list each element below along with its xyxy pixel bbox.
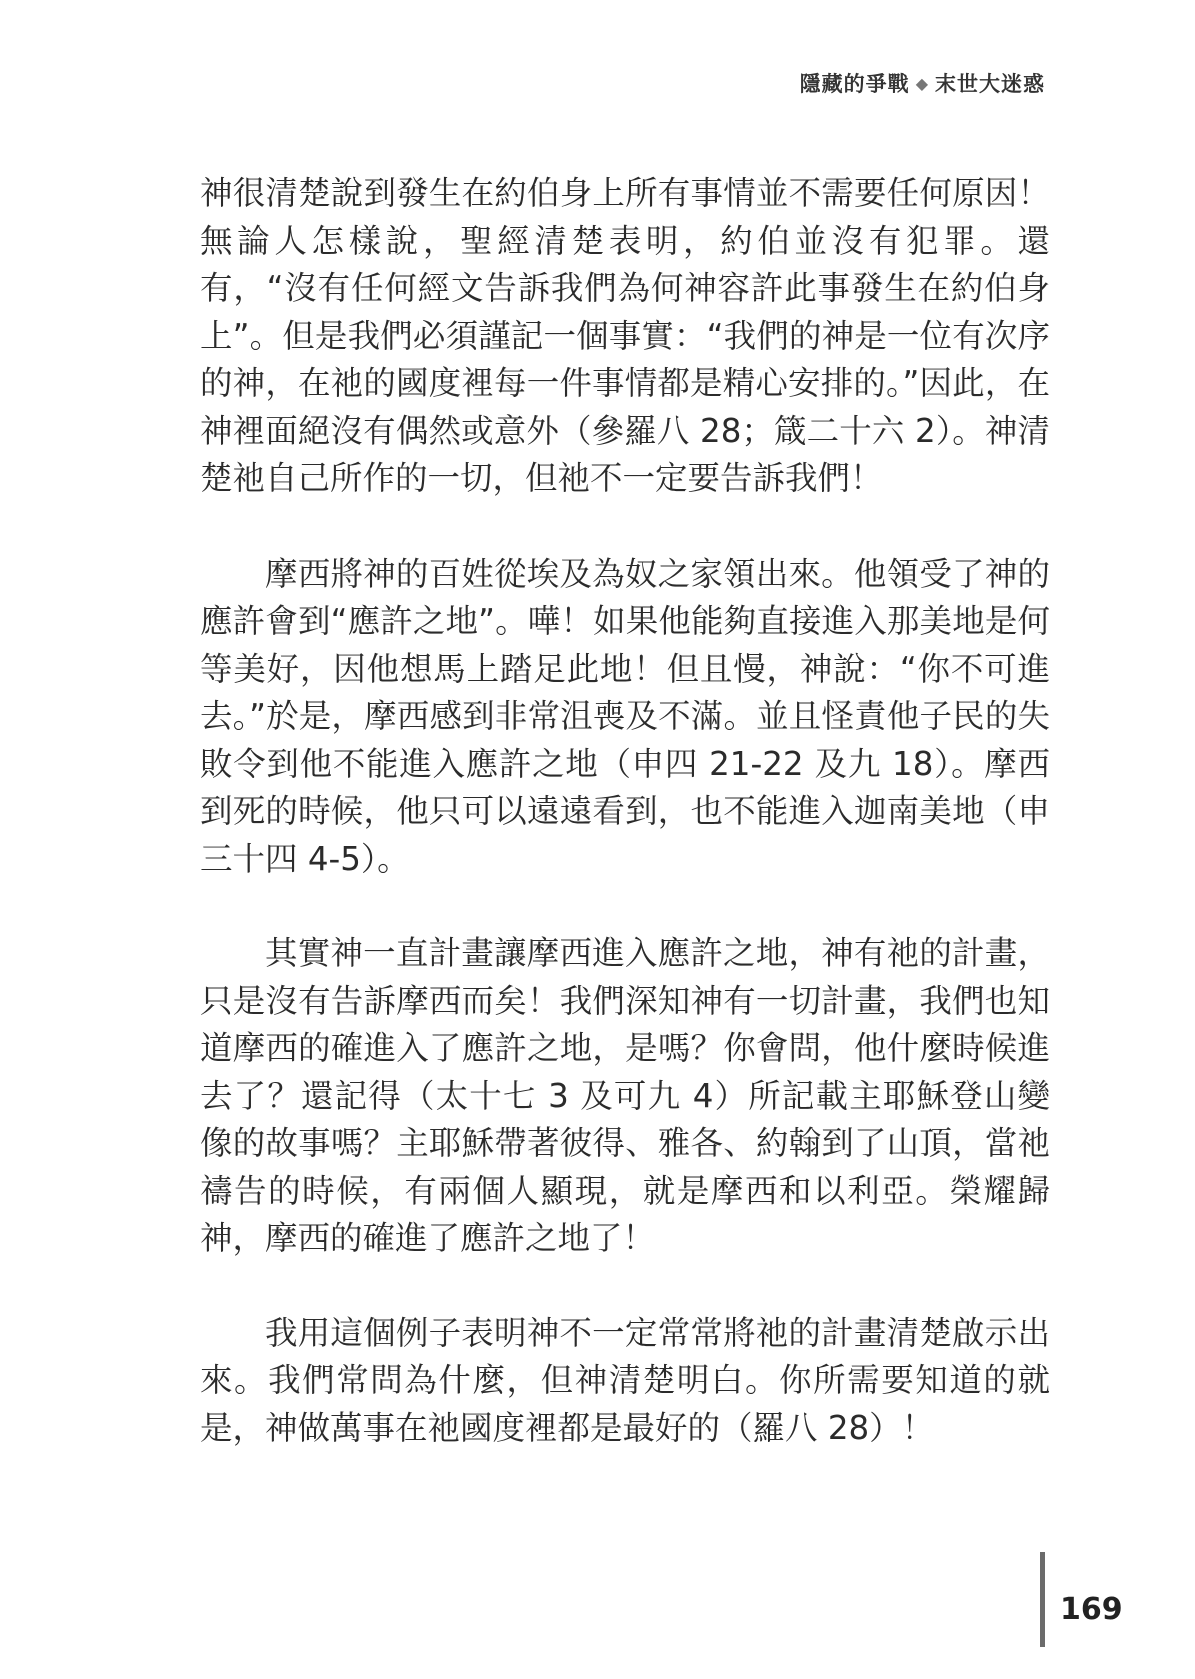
book-title: 隱藏的爭戰 bbox=[799, 72, 910, 96]
paragraph-4: 我用這個例子表明神不一定常常將祂的計畫清楚啟示出來。我們常問為什麼，但神清楚明白。你所需要知道的就是，神做萬事在祂國度裡都是最好的（羅八 28）！ bbox=[200, 1313, 1050, 1447]
folio-bar bbox=[1040, 1552, 1045, 1647]
paragraph-1: 神很清楚說到發生在約伯身上所有事情並不需要任何原因！無論人怎樣說，聖經清楚表明，約伯並沒有犯罪。還有，“沒有任何經文告訴我們為何神容許此事發生在約伯身上”。但是我們必須謹記一個事實：“我們的神是一位有次序的神，在祂的國度裡每一件事情都是精心安排的。”因此，在神裡面絕沒有偶然或意外（參羅八 28；箴二十六 2）。神清楚祂自己所作的一切，但祂不一定要告訴我們！ bbox=[200, 174, 1050, 497]
body-text bbox=[200, 170, 1050, 1452]
paragraph-3: 其實神一直計畫讓摩西進入應許之地，神有祂的計畫，只是沒有告訴摩西而矣！我們深知神有一切計畫，我們也知道摩西的確進入了應許之地，是嗎？你會問，他什麼時候進去了？還記得（太十七 3 及可九 4）所記載主耶穌登山變像的故事嗎？主耶穌帶著彼得、雅各、約翰到了山頂，當祂禱告的時候，有兩個人顯現，就是摩西和以利亞。榮耀歸神，摩西的確進了應許之地了！ bbox=[200, 934, 1050, 1257]
running-header bbox=[800, 68, 1045, 98]
paragraph-2: 摩西將神的百姓從埃及為奴之家領出來。他領受了神的應許會到“應許之地”。嘩！如果他能夠直接進入那美地是何等美好，因他想馬上踏足此地！但且慢，神說：“你不可進去。”於是，摩西感到非常沮喪及不滿。並且怪責他子民的失敗令到他不能進入應許之地（申四 21-22 及九 18）。摩西到死的時候，他只可以遠遠看到，也不能進入迦南美地（申三十四 4-5）。 bbox=[200, 554, 1050, 878]
diamond-separator-icon: ◆ bbox=[915, 74, 929, 93]
page-number: 169 bbox=[1060, 1592, 1123, 1627]
chapter-title: 末世大迷惑 bbox=[935, 72, 1045, 96]
